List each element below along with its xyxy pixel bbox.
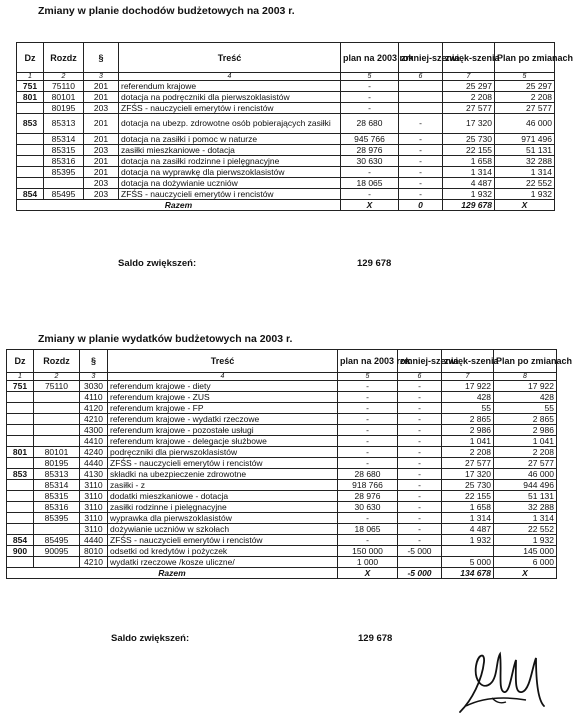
table-cell: referendum krajowe - diety [108,381,338,392]
table-row [7,469,557,480]
expense-saldo-value: 129 678 [358,633,393,644]
table-cell: - [398,502,442,513]
table-cell: 4110 [80,392,108,403]
table-cell: 80101 [44,92,84,103]
table-cell [34,524,80,535]
table-cell: 2 208 [443,92,495,103]
column-header: Plan po zmianach [495,43,555,73]
table-cell: 85495 [34,535,80,546]
table-row [17,103,555,114]
table-row [17,134,555,145]
column-number: 1 [17,73,44,81]
table-cell: 3110 [80,513,108,524]
table-cell: 17 320 [442,469,494,480]
table-cell: 55 [442,403,494,414]
table-cell: 3030 [80,381,108,392]
table-cell [34,392,80,403]
table-row [7,458,557,469]
table-row [17,92,555,103]
table-cell: 25 297 [443,81,495,92]
table-cell: - [398,480,442,491]
table-cell: 1 932 [443,189,495,200]
table-cell: 85314 [44,134,84,145]
table-cell [399,81,443,92]
table-cell: 1 041 [494,436,557,447]
table-cell: 32 288 [494,502,557,513]
table-cell: 2 208 [494,447,557,458]
table-row [17,145,555,156]
table-cell: 22 552 [494,524,557,535]
table-cell: 1 314 [443,167,495,178]
table-cell: 4410 [80,436,108,447]
table-row [7,546,557,557]
table-row [7,381,557,392]
table-cell: 4210 [80,414,108,425]
table-cell: referendum krajowe - ZUS [108,392,338,403]
table-cell: 971 496 [495,134,555,145]
column-number: 3 [84,73,119,81]
table-cell: 80195 [44,103,84,114]
column-number: 1 [7,373,34,381]
table-cell: 1 932 [495,189,555,200]
table-cell: 85315 [34,491,80,502]
table-cell: dożywianie uczniów w szkołach [108,524,338,535]
table-cell: - [398,524,442,535]
table-cell: 30 630 [338,502,398,513]
table-cell: 900 [7,546,34,557]
table-cell: 4130 [80,469,108,480]
table-cell: 428 [494,392,557,403]
table-cell: - [399,156,443,167]
income-saldo-label: Saldo zwiększeń: [118,258,197,269]
table-cell: 1 658 [442,502,494,513]
table-cell: 25 297 [495,81,555,92]
table-cell [17,156,44,167]
table-cell: 4440 [80,458,108,469]
table-cell [7,436,34,447]
table-cell: - [341,189,399,200]
column-header: Dz [17,43,44,73]
table-cell: dotacja na zasiłki i pomoc w naturze [119,134,341,145]
table-row [7,535,557,546]
table-cell: 801 [7,447,34,458]
table-cell: 8010 [80,546,108,557]
table-cell: 4 487 [443,178,495,189]
table-cell [17,178,44,189]
table-cell: 801 [17,92,44,103]
column-header: plan na 2003 rok [341,43,399,73]
table-row [7,392,557,403]
total-cell: Razem [17,200,341,211]
table-cell: - [398,403,442,414]
table-cell: 201 [84,156,119,167]
table-cell [17,134,44,145]
table-cell: referendum krajowe - FP [108,403,338,414]
table-cell: 25 730 [442,480,494,491]
column-header: zwięk-szenia [443,43,495,73]
table-cell: 32 288 [495,156,555,167]
table-cell: dodatki mieszkaniowe - dotacja [108,491,338,502]
table-cell: - [398,535,442,546]
table-cell: 2 865 [494,414,557,425]
total-cell: X [494,568,557,579]
table-cell: - [338,458,398,469]
table-cell: 85313 [44,114,84,134]
table-cell: 2 986 [442,425,494,436]
table-cell: ZFŚS - nauczycieli emerytów i rencistów [108,458,338,469]
column-number: 2 [44,73,84,81]
table-cell: referendum krajowe - delegacje służbowe [108,436,338,447]
column-number: 6 [398,373,442,381]
table-cell: - [398,447,442,458]
table-cell: 75110 [44,81,84,92]
table-cell: 854 [17,189,44,200]
table-cell [7,557,34,568]
table-cell: - [398,392,442,403]
table-cell: ZFŚS - nauczycieli emerytów i rencistów [119,189,341,200]
table-cell [7,458,34,469]
table-cell: 18 065 [341,178,399,189]
income-table [16,42,573,211]
table-cell: - [399,189,443,200]
table-cell: 854 [7,535,34,546]
table-cell [399,103,443,114]
column-number: 7 [443,73,495,81]
table-cell: - [338,447,398,458]
table-cell: 51 131 [494,491,557,502]
table-cell: 51 131 [495,145,555,156]
table-cell: wyprawka dla pierwszoklasistów [108,513,338,524]
table-cell: 1 658 [443,156,495,167]
table-cell: 1 314 [495,167,555,178]
table-row [7,403,557,414]
table-cell: 2 208 [442,447,494,458]
table-cell: 751 [17,81,44,92]
table-cell [34,425,80,436]
signature-icon [452,640,552,720]
table-cell: 944 496 [494,480,557,491]
column-number: 4 [108,373,338,381]
table-cell: 30 630 [341,156,399,167]
column-header: § [84,43,119,73]
table-cell: 3110 [80,491,108,502]
table-cell: - [398,425,442,436]
column-header: § [80,350,108,373]
table-cell: - [399,167,443,178]
table-cell: - [338,403,398,414]
table-cell: 75110 [34,381,80,392]
table-cell: 4120 [80,403,108,414]
income-saldo-value: 129 678 [357,258,392,269]
table-cell [44,178,84,189]
table-cell: referendum krajowe [119,81,341,92]
table-cell: 201 [84,167,119,178]
table-cell: 201 [84,81,119,92]
expense-saldo-label: Saldo zwiększeń: [111,633,190,644]
table-cell: 85315 [44,145,84,156]
table-cell: - [338,392,398,403]
table-cell [34,436,80,447]
table-cell: 27 577 [443,103,495,114]
table-cell: 203 [84,103,119,114]
column-header: zmniej-szenia [399,43,443,73]
table-cell: 85395 [44,167,84,178]
table-row [7,502,557,513]
table-cell: 201 [84,114,119,134]
table-cell: -5 000 [398,546,442,557]
table-cell: - [338,414,398,425]
table-cell: 3110 [80,480,108,491]
table-cell: 3110 [80,502,108,513]
table-cell: 5 000 [442,557,494,568]
table-cell: 853 [17,114,44,134]
table-cell: 2 865 [442,414,494,425]
table-cell: 80195 [34,458,80,469]
table-row [17,114,555,134]
table-cell: 28 976 [341,145,399,156]
total-cell: X [495,200,555,211]
table-cell [398,557,442,568]
column-header: Treść [108,350,338,373]
total-cell: X [341,200,399,211]
table-cell: 203 [84,189,119,200]
table-row [7,425,557,436]
column-number: 3 [80,373,108,381]
table-cell: 85313 [34,469,80,480]
table-cell [34,557,80,568]
total-row [17,200,555,211]
table-cell: - [338,535,398,546]
table-cell: - [399,145,443,156]
table-cell: dotacja na wyprawkę dla pierwszoklasistów [119,167,341,178]
table-cell: 1 041 [442,436,494,447]
table-cell: - [338,513,398,524]
table-cell [7,524,34,535]
table-cell: - [341,81,399,92]
table-row [7,414,557,425]
table-cell: 46 000 [495,114,555,134]
table-row [17,189,555,200]
column-header: zwięk-szenia [442,350,494,373]
table-cell: 28 680 [338,469,398,480]
column-number: 7 [442,373,494,381]
table-cell [7,480,34,491]
table-cell: - [398,513,442,524]
table-cell: - [399,114,443,134]
table-cell: 4300 [80,425,108,436]
table-cell: - [398,469,442,480]
table-cell: - [398,458,442,469]
table-cell: - [338,381,398,392]
table-cell: 203 [84,145,119,156]
total-cell: 0 [399,200,443,211]
table-cell: - [399,178,443,189]
table-cell: 1 314 [442,513,494,524]
table-cell [7,491,34,502]
total-row [7,568,557,579]
table-cell: - [338,425,398,436]
table-cell: 27 577 [495,103,555,114]
table-cell: wydatki rzeczowe /kosze uliczne/ [108,557,338,568]
column-number: 5 [495,73,555,81]
table-cell: 751 [7,381,34,392]
table-cell: 150 000 [338,546,398,557]
table-cell: dotacja na dożywianie uczniów [119,178,341,189]
table-cell: 90095 [34,546,80,557]
table-cell: 1 932 [494,535,557,546]
column-header: Dz [7,350,34,373]
table-cell: składki na ubezpieczenie zdrowotne [108,469,338,480]
table-cell: - [338,436,398,447]
table-cell [7,414,34,425]
table-cell: - [399,134,443,145]
table-row [7,513,557,524]
expense-title: Zmiany w planie wydatków budżetowych na 2003 r. [38,333,293,345]
table-cell: - [398,381,442,392]
table-cell [34,414,80,425]
total-cell: -5 000 [398,568,442,579]
column-header: zmniej-szenia [398,350,442,373]
table-cell: ZFŚS - nauczycieli emerytów i rencistów [108,535,338,546]
table-cell: 85395 [34,513,80,524]
column-number: 5 [338,373,398,381]
column-header: Plan po zmianach [494,350,557,373]
table-cell: 46 000 [494,469,557,480]
table-cell: 22 155 [443,145,495,156]
table-cell: - [341,167,399,178]
table-cell: 4440 [80,535,108,546]
table-cell [34,403,80,414]
table-row [7,524,557,535]
table-cell: 25 730 [443,134,495,145]
table-cell: odsetki od kredytów i pożyczek [108,546,338,557]
table-cell: referendum krajowe - wydatki rzeczowe [108,414,338,425]
table-cell [17,145,44,156]
table-cell: 27 577 [494,458,557,469]
table-cell [7,513,34,524]
table-cell [7,392,34,403]
table-row [17,156,555,167]
column-header: Rozdz [44,43,84,73]
table-cell: 1 314 [494,513,557,524]
table-cell: 28 976 [338,491,398,502]
income-title: Zmiany w planie dochodów budżetowych na 2003 r. [38,5,295,17]
table-row [7,480,557,491]
total-cell: Razem [7,568,338,579]
table-cell: referendum krajowe - pozostałe usługi [108,425,338,436]
table-cell: 4 487 [442,524,494,535]
column-header: Treść [119,43,341,73]
total-cell: 129 678 [443,200,495,211]
column-number: 4 [119,73,341,81]
table-cell: 2 986 [494,425,557,436]
table-row [7,491,557,502]
table-row [17,178,555,189]
table-cell [442,546,494,557]
table-cell: 2 208 [495,92,555,103]
table-cell: 18 065 [338,524,398,535]
table-cell: dotacja na zasiłki rodzinne i pielęgnacyjne [119,156,341,167]
table-cell: 55 [494,403,557,414]
table-cell: 945 766 [341,134,399,145]
table-cell: 4210 [80,557,108,568]
table-cell: ZFŚS - nauczycieli emerytów i rencistów [119,103,341,114]
table-cell: 853 [7,469,34,480]
column-header: Rozdz [34,350,80,373]
table-cell: 428 [442,392,494,403]
table-cell: 80101 [34,447,80,458]
table-cell: dotacja na ubezp. zdrowotne osób pobierających zasiłki [119,114,341,134]
table-cell: 85495 [44,189,84,200]
table-cell: 17 922 [494,381,557,392]
table-cell: 22 552 [495,178,555,189]
table-cell: 203 [84,178,119,189]
table-cell: 918 766 [338,480,398,491]
table-cell: 1 932 [442,535,494,546]
table-cell: 85316 [34,502,80,513]
table-cell: 17 320 [443,114,495,134]
table-cell: 201 [84,92,119,103]
table-cell: dotacja na podręczniki dla pierwszoklasistów [119,92,341,103]
column-number: 8 [494,373,557,381]
total-cell: 134 678 [442,568,494,579]
table-cell: - [398,414,442,425]
table-row [17,167,555,178]
table-cell: podręczniki dla pierwszoklasistów [108,447,338,458]
column-number: 2 [34,373,80,381]
table-cell: - [398,436,442,447]
table-cell: - [398,491,442,502]
table-cell: 3110 [80,524,108,535]
table-cell: - [341,103,399,114]
table-cell: 22 155 [442,491,494,502]
table-cell [7,502,34,513]
table-cell [399,92,443,103]
table-cell [7,403,34,414]
table-cell: 85316 [44,156,84,167]
table-cell: zasiłki mieszkaniowe - dotacja [119,145,341,156]
table-cell: 27 577 [442,458,494,469]
column-number: 5 [341,73,399,81]
table-cell: 17 922 [442,381,494,392]
table-row [17,81,555,92]
table-cell: zasiłki rodzinne i pielęgnacyjne [108,502,338,513]
expense-table [6,349,573,579]
table-cell: 201 [84,134,119,145]
column-number: 6 [399,73,443,81]
table-cell: zasiłki - z [108,480,338,491]
table-cell: 4240 [80,447,108,458]
table-cell: 145 000 [494,546,557,557]
table-cell: 28 680 [341,114,399,134]
table-cell: 1 000 [338,557,398,568]
table-cell [17,103,44,114]
total-cell: X [338,568,398,579]
table-cell [17,167,44,178]
table-cell: 6 000 [494,557,557,568]
table-row [7,436,557,447]
table-row [7,447,557,458]
table-cell [7,425,34,436]
table-cell: 85314 [34,480,80,491]
table-row [7,557,557,568]
column-header: plan na 2003 rok [338,350,398,373]
table-cell: - [341,92,399,103]
